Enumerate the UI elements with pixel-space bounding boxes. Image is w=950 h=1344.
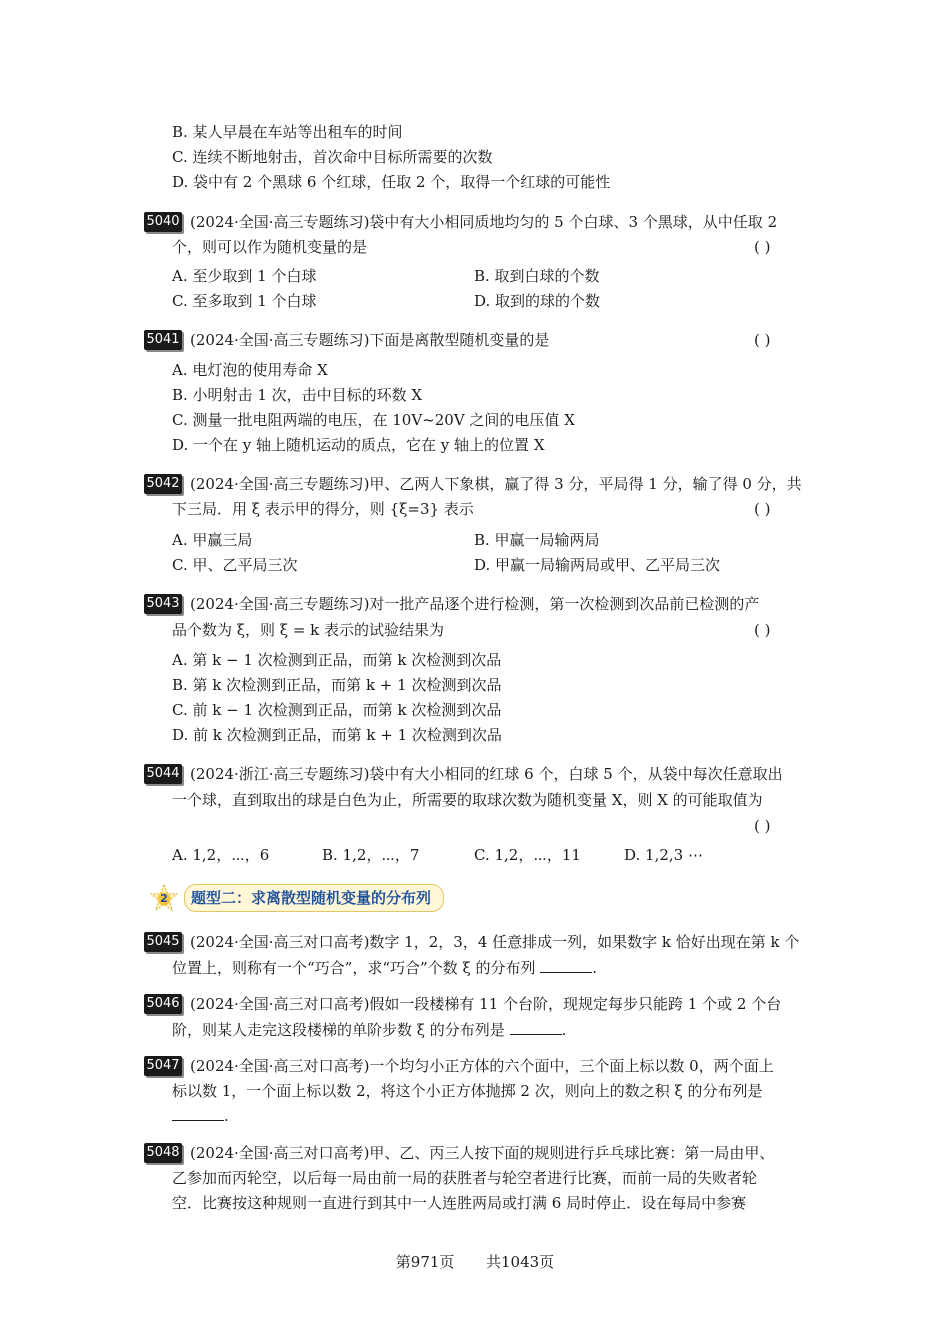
option-text: B. 某人早晨在车站等出租车的时间 <box>172 123 403 141</box>
page-number: 第971页 <box>395 1253 455 1271</box>
option-text: A. 1,2，⋯，6 <box>172 846 270 864</box>
question-text: 阶，则某人走完这段楼梯的单阶步数 ξ 的分布列是 <box>172 1021 505 1039</box>
question-text: 乙参加而丙轮空，以后每一局由前一局的获胜者与轮空者进行比赛，而前一局的失败者轮 <box>172 1169 758 1187</box>
option-text: D. 袋中有 2 个黑球 6 个红球，任取 2 个，取得一个红球的可能性 <box>172 173 611 191</box>
question-text-line <box>172 958 597 978</box>
option-text: C. 至多取到 1 个白球 <box>172 292 317 310</box>
option-text: C. 甲、乙平局三次 <box>172 556 298 574</box>
option-text: B. 甲赢一局输两局 <box>474 531 600 549</box>
question-text: 品个数为 ξ，则 ξ = k 表示的试验结果为 <box>172 621 445 639</box>
question-text: (2024·全国·高三专题练习)下面是离散型随机变量的是 <box>190 331 550 349</box>
sentence-end: . <box>592 959 598 977</box>
question-text: 一个球，直到取出的球是白色为止，所需要的取球次数为随机变量 X，则 X 的可能取值为 <box>172 791 763 809</box>
question-text: (2024·全国·高三专题练习)甲、乙两人下象棋，赢了得 3 分，平局得 1 分，输了得 0 分，共 <box>190 475 802 493</box>
question-text: 标以数 1，一个面上标以数 2，将这个小正方体抛掷 2 次，则向上的数之积 ξ 的分布列是 <box>172 1082 763 1100</box>
question-text: 下三局．用 ξ 表示甲的得分，则 {ξ=3} 表示 <box>172 500 474 518</box>
question-number-badge: 5047 <box>144 1056 182 1076</box>
question-text-line <box>172 1020 566 1040</box>
question-number-badge: 5040 <box>144 212 182 232</box>
option-text: A. 至少取到 1 个白球 <box>172 267 317 285</box>
question-number-badge: 5042 <box>144 474 182 494</box>
question-text: (2024·浙江·高三专题练习)袋中有大小相同的红球 6 个，白球 5 个，从袋中每次任意取出 <box>190 765 783 783</box>
option-text: D. 1,2,3 ⋯ <box>624 846 703 864</box>
option-text: D. 甲赢一局输两局或甲、乙平局三次 <box>474 556 721 574</box>
answer-paren: ( ) <box>754 621 771 639</box>
question-text: (2024·全国·高三对口高考)假如一段楼梯有 11 个台阶，现规定每步只能跨 1 个或 2 个台 <box>190 995 782 1013</box>
page-total: 共1043页 <box>486 1253 555 1271</box>
option-text: C. 前 k − 1 次检测到正品，而第 k 次检测到次品 <box>172 701 502 719</box>
option-text: B. 第 k 次检测到正品，而第 k + 1 次检测到次品 <box>172 676 502 694</box>
question-number-badge: 5046 <box>144 994 182 1014</box>
sentence-end: . <box>561 1021 567 1039</box>
question-text: (2024·全国·高三专题练习)对一批产品逐个进行检测，第一次检测到次品前已检测的产 <box>190 595 760 613</box>
section-header <box>150 884 444 912</box>
question-number-badge: 5045 <box>144 932 182 952</box>
question-text-line <box>172 1106 229 1126</box>
question-number-badge: 5041 <box>144 330 182 350</box>
option-text: A. 电灯泡的使用寿命 X <box>172 361 328 379</box>
option-text: C. 测量一批电阻两端的电压，在 10V~20V 之间的电压值 X <box>172 411 575 429</box>
question-number-badge: 5044 <box>144 764 182 784</box>
answer-blank[interactable] <box>172 1106 224 1121</box>
question-text: 位置上，则称有一个“巧合”，求“巧合”个数 ξ 的分布列 <box>172 959 536 977</box>
answer-blank[interactable] <box>510 1020 562 1035</box>
question-text: (2024·全国·高三专题练习)袋中有大小相同质地均匀的 5 个白球、3 个黑球，从中任取 2 <box>190 213 778 231</box>
question-text: 个，则可以作为随机变量的是 <box>172 238 368 256</box>
option-text: B. 取到白球的个数 <box>474 267 600 285</box>
option-text: C. 1,2，⋯，11 <box>474 846 581 864</box>
option-text: A. 第 k − 1 次检测到正品，而第 k 次检测到次品 <box>172 651 502 669</box>
answer-blank[interactable] <box>540 958 592 973</box>
question-number-badge: 5043 <box>144 594 182 614</box>
option-text: D. 取到的球的个数 <box>474 292 601 310</box>
section-title: 题型二：求离散型随机变量的分布列 <box>184 884 444 912</box>
answer-paren: ( ) <box>754 500 771 518</box>
option-text: C. 连续不断地射击，首次命中目标所需要的次数 <box>172 148 493 166</box>
question-text: (2024·全国·高三对口高考)甲、乙、丙三人按下面的规则进行乒乓球比赛：第一局由甲、 <box>190 1144 775 1162</box>
question-text: (2024·全国·高三对口高考)数字 1，2，3，4 任意排成一列，如果数字 k 恰好出现在第 k 个 <box>190 933 800 951</box>
star-badge-icon <box>150 884 178 912</box>
answer-paren: ( ) <box>754 238 771 256</box>
answer-paren: ( ) <box>754 817 771 835</box>
option-text: B. 1,2，⋯，7 <box>322 846 420 864</box>
question-text: 空．比赛按这种规则一直进行到其中一人连胜两局或打满 6 局时停止．设在每局中参赛 <box>172 1194 747 1212</box>
question-number-badge: 5048 <box>144 1143 182 1163</box>
option-text: D. 前 k 次检测到正品，而第 k + 1 次检测到次品 <box>172 726 502 744</box>
answer-paren: ( ) <box>754 331 771 349</box>
option-text: A. 甲赢三局 <box>172 531 253 549</box>
option-text: D. 一个在 y 轴上随机运动的质点，它在 y 轴上的位置 X <box>172 436 545 454</box>
question-text: (2024·全国·高三对口高考)一个均匀小正方体的六个面中，三个面上标以数 0，两个面上 <box>190 1057 774 1075</box>
section-badge-number: 2 <box>160 892 168 905</box>
page-footer <box>0 1252 950 1272</box>
option-text: B. 小明射击 1 次，击中目标的环数 X <box>172 386 423 404</box>
sentence-end: . <box>224 1107 229 1125</box>
